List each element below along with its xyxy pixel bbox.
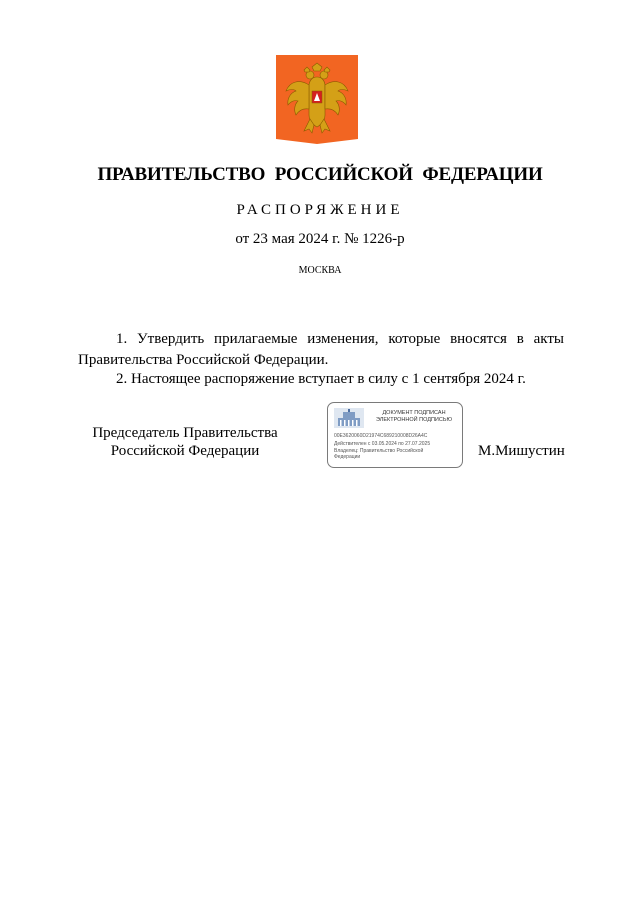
item-1-line-1: 1. Утвердить прилагаемые изменения, которые вносятся в акты	[116, 331, 564, 347]
item-2-paragraph: 2. Настоящее распоряжение вступает в силу с 1 сентября 2024 г.	[116, 371, 526, 387]
stamp-owner-line-2: Федерации	[334, 454, 361, 460]
stamp-owner-line-1: Владелец: Правительство Российской	[334, 448, 424, 454]
signatory-title-line-1: Председатель Правительства	[92, 425, 278, 441]
stamp-certificate-number: 00E3620060D21974C689210008D26A4C	[334, 433, 428, 439]
electronic-signature-stamp	[327, 402, 463, 468]
government-title: ПРАВИТЕЛЬСТВО РОССИЙСКОЙ ФЕДЕРАЦИИ	[97, 164, 543, 185]
item-1-line-2: Правительства Российской Федерации.	[78, 352, 329, 368]
document-type: РАСПОРЯЖЕНИЕ	[236, 202, 404, 218]
stamp-validity-period: Действителен с 03.05.2024 по 27.07.2025	[334, 441, 431, 447]
signatory-title-line-2: Российской Федерации	[110, 443, 260, 459]
stamp-owner	[334, 448, 460, 460]
government-building-icon	[334, 408, 364, 428]
stamp-heading-line-2: ЭЛЕКТРОННОЙ ПОДПИСЬЮ	[375, 417, 453, 423]
signatory-name: М.Мишустин	[478, 443, 565, 459]
russian-coat-of-arms-icon	[276, 55, 358, 144]
stamp-heading	[370, 410, 458, 424]
document-city: МОСКВА	[298, 265, 342, 276]
stamp-heading-line-1: ДОКУМЕНТ ПОДПИСАН	[382, 410, 446, 416]
document-date-number: от 23 мая 2024 г. № 1226-р	[235, 231, 405, 247]
item-1-paragraph	[78, 329, 564, 371]
coat-of-arms-emblem	[276, 55, 358, 144]
